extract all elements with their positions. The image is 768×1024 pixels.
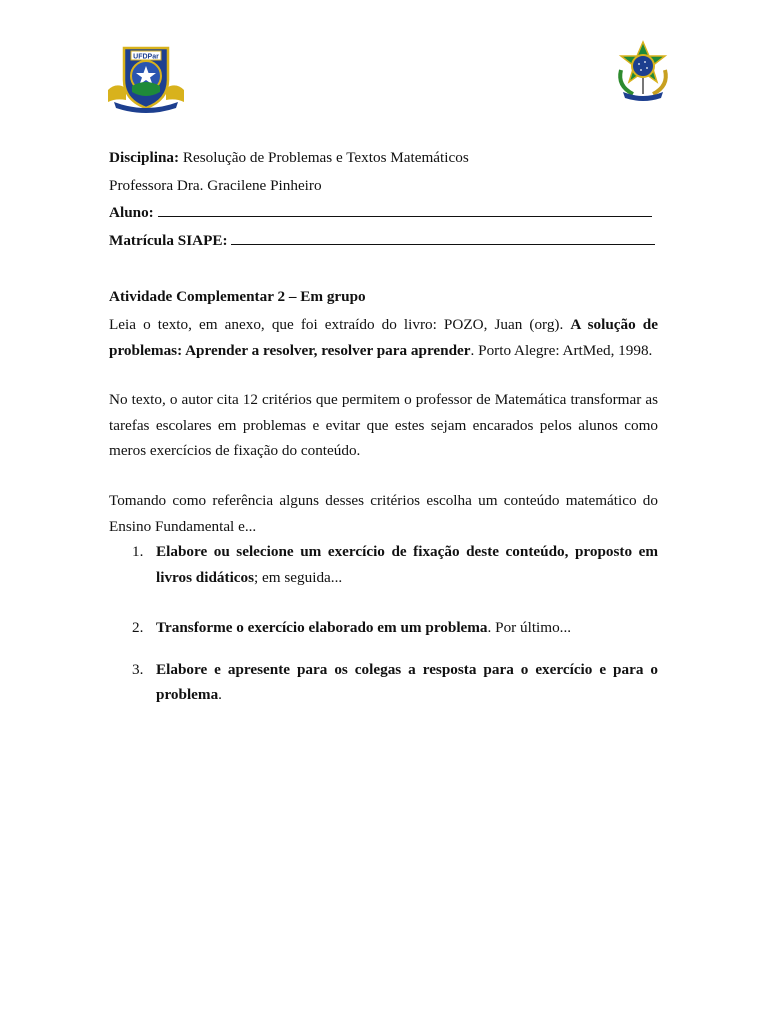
disciplina-line (109, 145, 658, 171)
activity-title-block (109, 284, 658, 310)
paragraph-1 (109, 312, 658, 363)
list-item (109, 615, 658, 641)
p3-text: Tomando como referência alguns desses critérios escolha um conteúdo matemático do Ensino Fundamental e... (109, 492, 658, 535)
list-item-bold: Elabore ou selecione um exercício de fixação deste conteúdo, proposto em livros didáticos (156, 543, 658, 586)
matricula-label: Matrícula SIAPE: (109, 231, 228, 249)
matricula-field[interactable] (231, 230, 655, 245)
p1-text-c: . Porto Alegre: ArtMed, 1998. (470, 341, 653, 359)
list-item-number: 2. (132, 619, 144, 636)
p1-text-a: Leia o texto, em anexo, que foi extraído do livro: POZO, Juan (org). (109, 316, 571, 333)
aluno-field[interactable] (158, 202, 652, 217)
professora-line: Professora Dra. Gracilene Pinheiro (109, 176, 322, 194)
disciplina-label: Disciplina: (109, 149, 180, 166)
activity-title: Atividade Complementar 2 – Em grupo (109, 288, 366, 305)
list-item-rest: . Por último... (487, 619, 572, 636)
list-item-number: 3. (132, 660, 144, 678)
matricula-line (109, 228, 658, 254)
numbered-list (109, 539, 658, 708)
p1-book-title: A solução de problemas: Aprender a resolver, resolver para aprender (109, 316, 658, 359)
aluno-line (109, 200, 658, 226)
list-item-rest: ; em seguida... (254, 568, 343, 586)
brazil-coat-of-arms-icon (611, 40, 675, 102)
list-item-rest: . (218, 686, 222, 703)
ufdpar-crest-icon (104, 42, 188, 114)
paragraph-3 (109, 488, 658, 539)
header-block (109, 145, 658, 253)
list-item-bold: Transforme o exercício elaborado em um problema (156, 619, 488, 636)
disciplina-value: Resolução de Problemas e Textos Matemáticos (179, 149, 469, 166)
list-item-bold: Elabore e apresente para os colegas a resposta para o exercício e para o problema (156, 660, 658, 703)
paragraph-2 (109, 387, 658, 464)
svg-text:UFDPar: UFDPar (133, 53, 159, 61)
p2-text: No texto, o autor cita 12 critérios que permitem o professor de Matemática transformar as tarefas escolares em problemas e evitar que estes sejam encarados pelos alunos como meros exercícios de fixação do conteúdo. (109, 391, 658, 459)
list-item-number: 1. (132, 543, 144, 560)
list-item (109, 539, 658, 590)
aluno-label: Aluno: (109, 204, 154, 221)
list-item (109, 657, 658, 708)
